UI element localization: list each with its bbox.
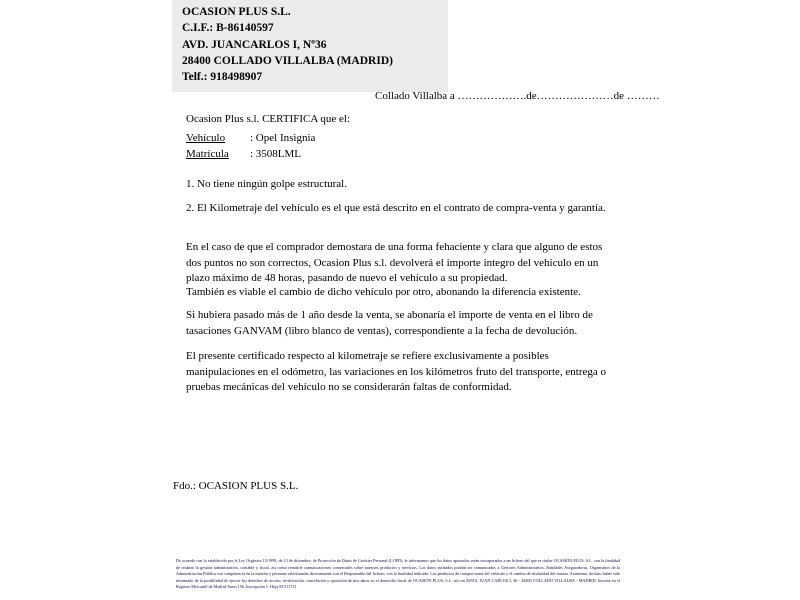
certification-point-1: 1. No tiene ningún golpe estructural.: [186, 178, 347, 190]
legal-notice: [176, 558, 620, 591]
signature-line: Fdo.: OCASION PLUS S.L.: [173, 480, 299, 492]
company-name: OCASION PLUS S.L.: [182, 6, 291, 18]
vehicle-details: [186, 131, 315, 163]
certification-intro: Ocasion Plus s.l. CERTIFICA que el:: [186, 113, 351, 125]
vehicle-plate-value: : 3508LML: [250, 147, 302, 160]
company-cif: C.I.F.: B-86140597: [182, 22, 274, 35]
vehicle-model-value: : Opel Insignia: [250, 132, 316, 144]
certification-point-2: 2. El Kilometraje del vehículo es el que está descrito en el contrato de compra-venta y garantía.: [186, 202, 606, 214]
clause-refund: En el caso de que el comprador demostara de una forma fehaciente y clara que alguno de estos dos puntos no son correctos, Ocasion Plus s.l. devolverá el importe integro del vehículo en un plazo máximo de 48 horas, pasando de nuevo el vehículo a su propiedad.: [186, 241, 603, 285]
company-city: 28400 COLLADO VILLALBA (MADRID): [182, 54, 393, 67]
company-letterhead: [172, 0, 448, 92]
vehicle-model-label: Vehículo: [186, 132, 226, 144]
clause-exchange: También es viable el cambio de dicho vehículo por otro, abonando la diferencia existente.: [186, 286, 581, 298]
vehicle-plate-label: Matrícula: [186, 147, 229, 160]
place-and-date-line: Collado Villalba a ……………….de…………………de ………: [375, 90, 660, 102]
company-phone: Telf.: 918498907: [182, 71, 263, 84]
clause-ganvam: Si hubiera pasado más de 1 año desde la venta, se abonaría el importe de venta en el libro de tasaciones GANVAM (libro blanco de ventas), correspondiente a la fecha de devolución.: [186, 309, 593, 337]
vehicle-model-row: [186, 131, 315, 147]
company-street: AVD. JUANCARLOS I, Nº36: [182, 38, 327, 51]
clause-odometer: El presente certificado respecto al kilometraje se refiere exclusivamente a posibles manipulaciones en el odómetro, las variaciones en los kilómetros fruto del transporte, entrega o pruebas mecánicas del vehículo no se considerarán faltas de conformidad.: [186, 350, 607, 394]
legal-notice-text: De acuerdo con lo establecido por la Ley Orgánica 15/1999, de 13 de diciembre, de Protección de Datos de Carácter Personal (LOPD), le informamos que los datos aportados serán incorporados a un fichero del que es titular OCASIÓN PLUS, S.L. con la finalidad de realizar la gestión administrativa, contable y fiscal, así como remitirle comunicaciones comerciales sobre nuestros productos y servicios. Los datos incluidos podrán ser comunicados a Gestores Administrativos, Entidades Aseguradoras, Organismos de la Administración Pública con competencia en la materia y personas relacionadas directamente con el Responsable del fichero, con la finalidad indicada. Los productos de compra-venta del vehículo y el cambio de titularidad del mismo. Asimismo, declaro haber sido informado de la posibilidad de ejercer los derechos de acceso, rectificación, cancelación y oposición de mis datos en el domicilio fiscal de OCASIÓN PLUS, S.L. sito en AVDA. JUAN CARLOS I, 36 - 28400 COLLADO VILLALBA - MADRID. Inscrita en el Registro Mercantil de Madrid Tomo 156, Inscripción 1, Hoja M 511731: [176, 558, 620, 589]
vehicle-plate-row: [186, 147, 315, 163]
